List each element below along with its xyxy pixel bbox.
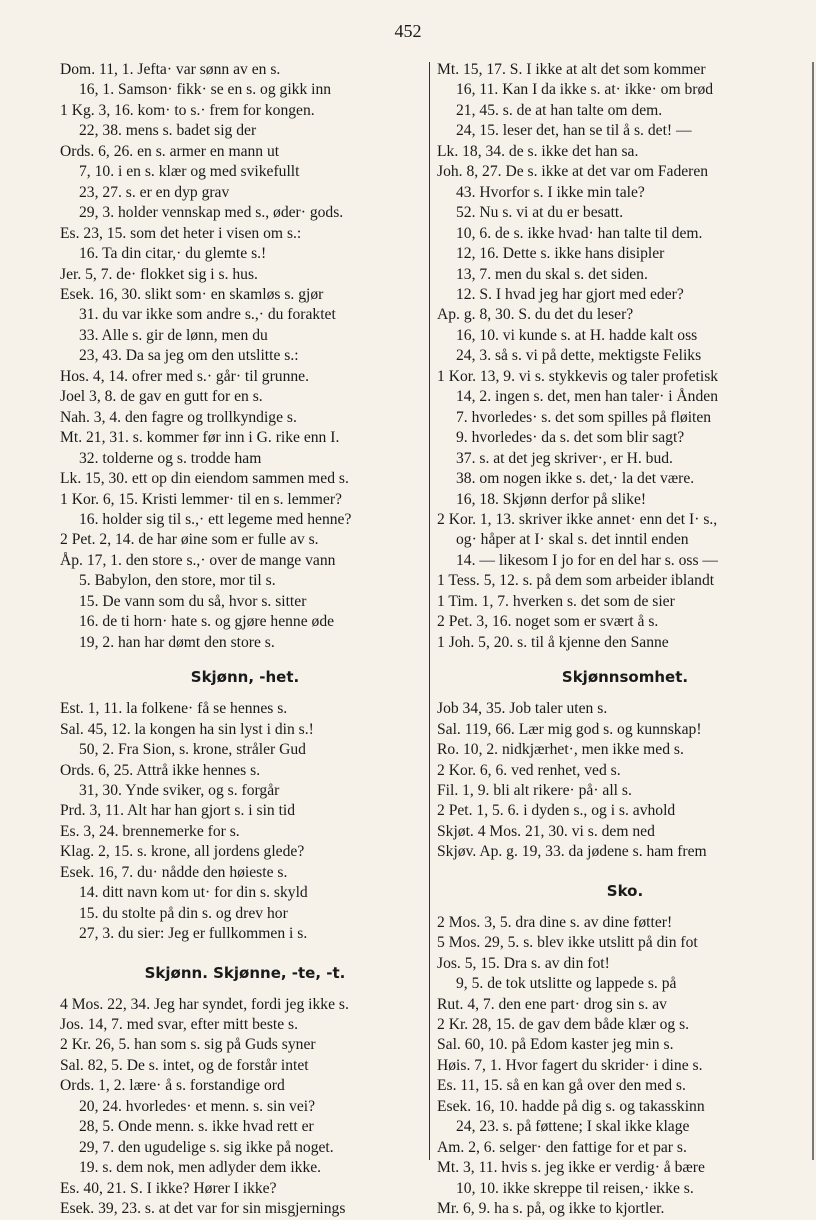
index-entry: og· håper at I· skal s. det inntil enden [456, 531, 689, 549]
index-entry: Job 34, 35. Job taler uten s. [437, 700, 608, 718]
index-entry: Sal. 119, 66. Lær mig god s. og kunnskap! [437, 720, 702, 738]
index-entry: 9, 5. de tok utslitte og lappede s. på [456, 975, 677, 993]
index-entry: 24, 15. leser det, han se til å s. det! — [456, 122, 692, 140]
index-entry: 12. S. I hvad jeg har gjort med eder? [456, 285, 684, 303]
index-entry: 1 Tess. 5, 12. s. på dem som arbeider iblandt [437, 572, 715, 590]
index-entry: 31, 30. Ynde sviker, og s. forgår [79, 781, 280, 799]
index-entry: 20, 24. hvorledes· et menn. s. sin vei? [79, 1097, 316, 1115]
index-entry: 15. De vann som du så, hvor s. sitter [79, 592, 307, 610]
index-entry: Esek. 16, 7. du· nådde den høieste s. [60, 863, 288, 881]
right-block-2 [437, 699, 813, 863]
index-entry: 16, 10. vi kunde s. at H. hadde kalt oss [456, 326, 698, 344]
index-entry: 16, 11. Kan I da ikke s. at· ikke· om brød [456, 81, 714, 99]
index-entry: Es. 3, 24. brennemerke for s. [60, 822, 240, 840]
index-entry: 2 Pet. 2, 14. de har øine som er fulle av s. [60, 531, 319, 549]
index-entry: 1 Kg. 3, 16. kom· to s.· frem for kongen. [60, 101, 315, 119]
index-entry: 2 Kor. 6, 6. ved renhet, ved s. [437, 761, 621, 779]
index-entry: 1 Tim. 1, 7. hverken s. det som de sier [437, 592, 675, 610]
index-entry: 2 Mos. 3, 5. dra dine s. av dine føtter! [437, 913, 673, 931]
index-entry: 19, 2. han har dømt den store s. [79, 633, 275, 651]
index-entry: Joel 3, 8. de gav en gutt for en s. [60, 388, 263, 406]
index-entry: Hos. 4, 14. ofrer med s.· går· til grunne. [60, 367, 310, 385]
left-block-2 [60, 699, 430, 944]
left-block-3 [60, 995, 430, 1220]
index-entry: 2 Kr. 28, 15. de gav dem både klær og s. [437, 1016, 690, 1034]
index-entry: Lk. 18, 34. de s. ikke det han sa. [437, 142, 639, 160]
index-entry: 29, 3. holder vennskap med s., øder· gods. [79, 204, 344, 222]
index-entry: 16. de ti horn· hate s. og gjøre henne øde [79, 613, 335, 631]
index-entry: 2 Pet. 3, 16. noget som er svært å s. [437, 613, 659, 631]
index-entry: 1 Kor. 6, 15. Kristi lemmer· til en s. lemmer? [60, 490, 342, 508]
index-entry: 4 Mos. 22, 34. Jeg har syndet, fordi jeg ikke s. [60, 995, 349, 1013]
heading-skjonn-het: Skjønn, -het. [190, 668, 300, 687]
right-column [437, 60, 813, 1220]
index-entry: 14, 2. ingen s. det, men han taler· i Ånden [456, 388, 718, 406]
index-entry: 28, 5. Onde menn. s. ikke hvad rett er [79, 1118, 314, 1136]
index-entry: 9. hvorledes· da s. det som blir sagt? [456, 429, 685, 447]
page-number: 452 [394, 21, 422, 41]
index-entry: Ords. 6, 25. Attrå ikke hennes s. [60, 761, 261, 779]
index-entry: 1 Joh. 5, 20. s. til å kjenne den Sanne [437, 633, 669, 651]
right-block-3 [437, 913, 813, 1220]
index-entry: 16, 1. Samson· fikk· se en s. og gikk inn [79, 81, 332, 99]
index-entry: Mt. 15, 17. S. I ikke at alt det som kommer [437, 61, 706, 78]
heading-sko: Sko. [606, 881, 644, 900]
index-entry: Fil. 1, 9. bli alt rikere· på· all s. [437, 781, 632, 799]
index-entry: 7. hvorledes· s. det som spilles på fløiten [456, 408, 712, 426]
index-entry: 50, 2. Fra Sion, s. krone, stråler Gud [79, 741, 306, 759]
index-entry: Lk. 15, 30. ett op din eiendom sammen med s. [60, 470, 349, 488]
index-entry: Am. 2, 6. selger· den fattige for et par s. [437, 1138, 687, 1156]
index-entry: Esek. 16, 30. slikt som· en skamløs s. gjør [60, 285, 324, 303]
index-entry: Joh. 8, 27. De s. ikke at det var om Faderen [437, 163, 709, 181]
left-column [60, 60, 430, 1220]
index-entry: 14. — likesom I jo for en del har s. oss — [456, 551, 719, 569]
index-entry: Es. 23, 15. som det heter i visen om s.: [60, 224, 302, 242]
index-entry: Jos. 5, 15. Dra s. av din fot! [437, 954, 610, 972]
index-entry: Es. 11, 15. så en kan gå over den med s. [437, 1077, 686, 1095]
index-entry: 5. Babylon, den store, mor til s. [79, 572, 276, 590]
index-entry: Sal. 60, 10. på Edom kaster jeg min s. [437, 1036, 674, 1054]
index-entry: Esek. 39, 23. s. at det var for sin misgjernings [60, 1200, 346, 1218]
index-entry: Es. 40, 21. S. I ikke? Hører I ikke? [60, 1179, 277, 1197]
index-entry: Åp. 17, 1. den store s.,· over de mange vann [60, 551, 336, 569]
index-entry: 52. Nu s. vi at du er besatt. [456, 204, 624, 222]
index-entry: 16. Ta din citar,· du glemte s.! [79, 245, 267, 263]
index-entry: Est. 1, 11. la folkene· få se hennes s. [60, 700, 288, 718]
index-entry: Skjøt. 4 Mos. 21, 30. vi s. dem ned [437, 822, 655, 840]
index-entry: Rut. 4, 7. den ene part· drog sin s. av [437, 995, 667, 1013]
index-entry: 2 Pet. 1, 5. 6. i dyden s., og i s. avhold [437, 802, 676, 820]
index-entry: Jer. 5, 7. de· flokket sig i s. hus. [60, 265, 258, 283]
index-entry: 14. ditt navn kom ut· for din s. skyld [79, 884, 308, 902]
index-entry: Ords. 1, 2. lære· å s. forstandige ord [60, 1077, 285, 1095]
index-entry: 24, 23. s. på føttene; I skal ikke klage [456, 1118, 690, 1136]
index-entry: Ap. g. 8, 30. S. du det du leser? [437, 306, 634, 324]
index-entry: 29, 7. den ugudelige s. sig ikke på noget. [79, 1138, 334, 1156]
index-entry: 10, 10. ikke skreppe til reisen,· ikke s. [456, 1179, 694, 1197]
right-block-1 [437, 60, 813, 653]
left-block-1 [60, 60, 430, 653]
index-entry: Ords. 6, 26. en s. armer en mann ut [60, 142, 280, 160]
index-entry: Mt. 3, 11. hvis s. jeg ikke er verdig· å bære [437, 1159, 705, 1177]
index-entry: Høis. 7, 1. Hvor fagert du skrider· i dine s. [437, 1056, 703, 1074]
index-entry: 37. s. at det jeg skriver·, er H. bud. [456, 449, 673, 467]
index-entry: 13, 7. men du skal s. det siden. [456, 265, 648, 283]
index-entry: Ro. 10, 2. nidkjærhet·, men ikke med s. [437, 741, 684, 759]
index-entry: 7, 10. i en s. klær og med svikefullt [79, 163, 300, 181]
index-entry: 22, 38. mens s. badet sig der [79, 122, 257, 140]
page-edge-line [812, 62, 814, 1160]
index-entry: Sal. 82, 5. De s. intet, og de forstår intet [60, 1056, 309, 1074]
index-entry: 33. Alle s. gir de lønn, men du [79, 326, 268, 344]
index-entry: Klag. 2, 15. s. krone, all jordens glede? [60, 843, 305, 861]
index-entry: 15. du stolte på din s. og drev hor [79, 904, 288, 922]
index-entry: Skjøv. Ap. g. 19, 33. da jødene s. ham frem [437, 843, 707, 861]
index-entry: 2 Kr. 26, 5. han som s. sig på Guds syner [60, 1036, 316, 1054]
index-entry: Sal. 45, 12. la kongen ha sin lyst i din s.! [60, 720, 314, 738]
index-entry: Jos. 14, 7. med svar, efter mitt beste s. [60, 1016, 299, 1034]
index-entry: 19. s. dem nok, men adlyder dem ikke. [79, 1159, 322, 1177]
heading-skjonn-skjonne: Skjønn. Skjønne, -te, -t. [144, 963, 346, 982]
index-entry: 23, 27. s. er en dyp grav [79, 183, 230, 201]
index-entry: 10, 6. de s. ikke hvad· han talte til dem. [456, 224, 703, 242]
index-entry: 38. om nogen ikke s. det,· la det være. [456, 470, 695, 488]
index-entry: 1 Kor. 13, 9. vi s. stykkevis og taler profetisk [437, 367, 719, 385]
index-entry: 43. Hvorfor s. I ikke min tale? [456, 183, 645, 201]
heading-skjonnsomhet: Skjønnsomhet. [561, 668, 689, 687]
index-entry: 16, 18. Skjønn derfor på slike! [456, 490, 647, 508]
index-entry: 32. tolderne og s. trodde ham [79, 449, 262, 467]
index-entry: 21, 45. s. de at han talte om dem. [456, 101, 663, 119]
index-entry: 5 Mos. 29, 5. s. blev ikke utslitt på din fot [437, 934, 698, 952]
column-divider [429, 62, 430, 1160]
index-entry: 27, 3. du sier: Jeg er fullkommen i s. [79, 925, 308, 943]
index-entry: 16. holder sig til s.,· ett legeme med henne? [79, 510, 352, 528]
index-entry: Nah. 3, 4. den fagre og trollkyndige s. [60, 408, 297, 426]
index-entry: Prd. 3, 11. Alt har han gjort s. i sin tid [60, 802, 296, 820]
index-entry: Mt. 21, 31. s. kommer før inn i G. rike enn I. [60, 429, 340, 447]
index-entry: Dom. 11, 1. Jefta· var sønn av en s. [60, 61, 281, 78]
index-entry: Mr. 6, 9. ha s. på, og ikke to kjortler. [437, 1200, 665, 1218]
index-entry: 23, 43. Da sa jeg om den utslitte s.: [79, 347, 299, 365]
index-entry: 24, 3. så s. vi på dette, mektigste Feliks [456, 347, 702, 365]
index-entry: Esek. 16, 10. hadde på dig s. og takasskinn [437, 1097, 705, 1115]
index-entry: 12, 16. Dette s. ikke hans disipler [456, 245, 665, 263]
index-entry: 2 Kor. 1, 13. skriver ikke annet· enn det I· s., [437, 510, 718, 528]
index-entry: 31. du var ikke som andre s.,· du foraktet [79, 306, 336, 324]
